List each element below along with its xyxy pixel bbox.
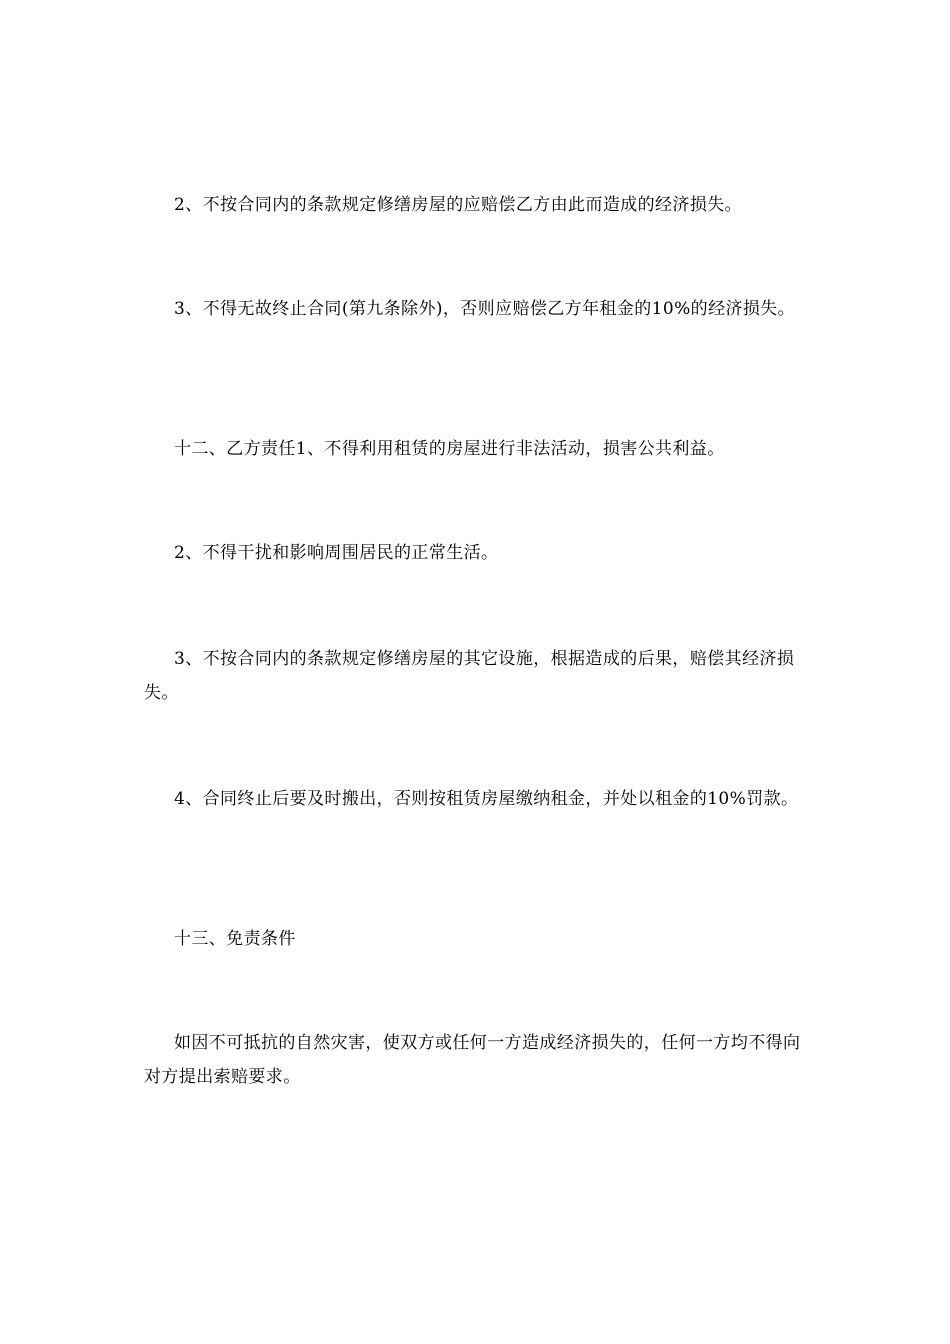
- paragraph-landlord-duty-3: 3、不得无故终止合同(第九条除外)，否则应赔偿乙方年租金的10%的经济损失。: [174, 299, 796, 319]
- paragraph-landlord-duty-2: 2、不按合同内的条款规定修缮房屋的应赔偿乙方由此而造成的经济损失。: [174, 195, 743, 215]
- paragraph-tenant-duty-4: 4、合同终止后要及时搬出，否则按租赁房屋缴纳租金，并处以租金的10%罚款。: [174, 789, 799, 809]
- paragraph-section-12-tenant-duty-1: 十二、乙方责任1、不得利用租赁的房屋进行非法活动，损害公共利益。: [174, 439, 725, 459]
- paragraph-tenant-duty-2: 2、不得干扰和影响周围居民的正常生活。: [174, 543, 499, 563]
- section-13-heading: 十三、免责条件: [174, 929, 296, 949]
- paragraph-force-majeure: 如因不可抵抗的自然灾害，使双方或任何一方造成经济损失的，任何一方均不得向对方提出索赔要求。: [144, 1033, 801, 1087]
- paragraph-tenant-duty-3: 3、不按合同内的条款规定修缮房屋的其它设施，根据造成的后果，赔偿其经济损失。: [144, 649, 795, 703]
